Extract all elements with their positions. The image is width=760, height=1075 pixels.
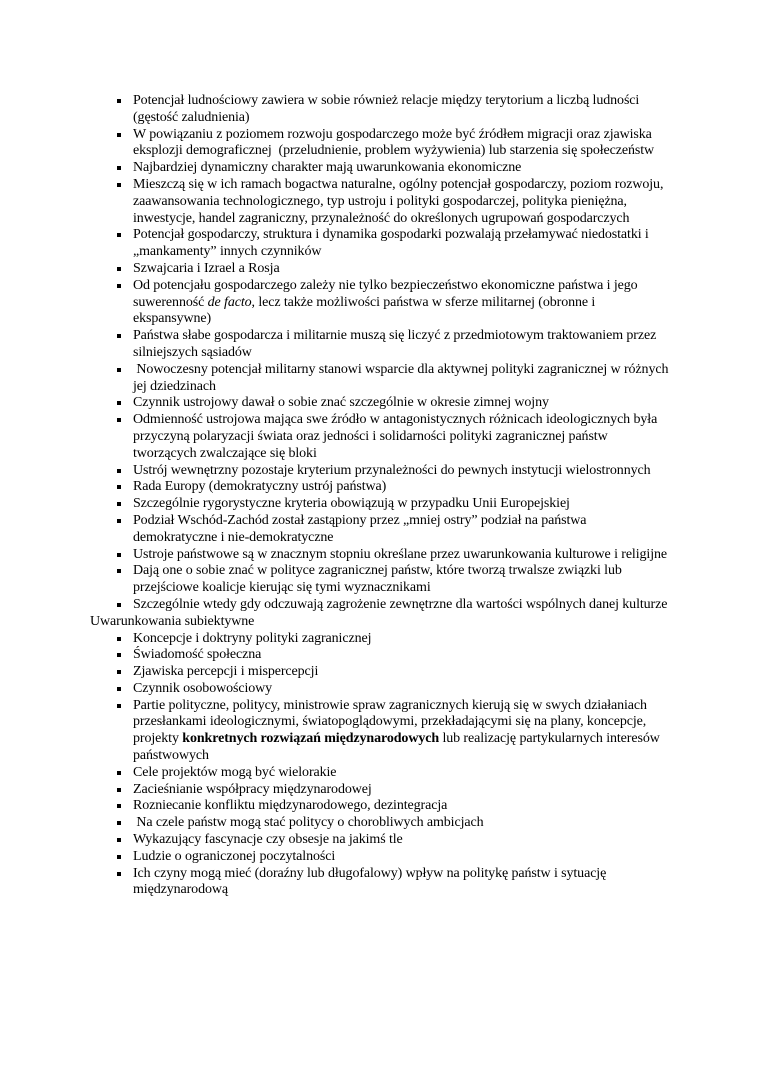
bullet-square-icon bbox=[90, 698, 133, 708]
text-run: Szczególnie wtedy gdy odczuwają zagrożenie zewnętrzne dla wartości wspólnych danej kulturze bbox=[133, 596, 668, 612]
bullet-text bbox=[133, 463, 670, 480]
bullet-text bbox=[133, 513, 670, 547]
section-heading bbox=[90, 614, 670, 631]
bullet-text bbox=[133, 479, 670, 496]
text-run: Mieszczą się w ich ramach bogactwa naturalne, ogólny potencjał gospodarczy, poziom rozwoju, zaawansowania technologicznego, typ ustroju i polityki gospodarczej, polityka pieniężna, inwestycje, handel zagraniczny, przynależność do określonych ugrupowań gospodarczych bbox=[133, 176, 667, 226]
bullet-text bbox=[133, 547, 670, 564]
bullet-text bbox=[133, 849, 670, 866]
bullet-square-icon bbox=[90, 496, 133, 506]
bullet-list-item bbox=[90, 362, 670, 396]
text-run: Podział Wschód-Zachód został zastąpiony przez „mniej ostry” podział na państwa demokratyczne i nie-demokratyczne bbox=[133, 512, 590, 545]
bullet-text bbox=[133, 765, 670, 782]
text-run: Partie polityczne, politycy, ministrowie spraw zagranicznych kierują się w swych działaniach przesłankami ideologicznymi, światopoglądowymi, przekładającymi się na plany, koncepcje, projekty bbox=[133, 697, 651, 747]
text-run: Czynnik ustrojowy dawał o sobie znać szczególnie w okresie zimnej wojny bbox=[133, 395, 549, 411]
bullet-list-item bbox=[90, 563, 670, 597]
bullet-list-item bbox=[90, 547, 670, 564]
bullet-text bbox=[133, 412, 670, 462]
bullet-text bbox=[133, 496, 670, 513]
text-run: Szczególnie rygorystyczne kryteria obowiązują w przypadku Unii Europejskiej bbox=[133, 496, 570, 512]
bullet-list-item bbox=[90, 412, 670, 462]
bullet-list-item bbox=[90, 765, 670, 782]
text-run: Czynnik osobowościowy bbox=[133, 680, 273, 696]
bullet-square-icon bbox=[90, 479, 133, 489]
bullet-square-icon bbox=[90, 328, 133, 338]
document-body bbox=[90, 93, 670, 899]
text-run: Uwarunkowania subiektywne bbox=[90, 613, 255, 629]
bullet-list-item bbox=[90, 278, 670, 328]
bullet-square-icon bbox=[90, 832, 133, 842]
bullet-list-item bbox=[90, 631, 670, 648]
bullet-list-item bbox=[90, 664, 670, 681]
bullet-text bbox=[133, 362, 670, 396]
text-run: Ich czyny mogą mieć (doraźny lub długofalowy) wpływ na politykę państw i sytuację międzynarodową bbox=[133, 865, 610, 898]
bullet-text bbox=[133, 278, 670, 328]
bullet-square-icon bbox=[90, 513, 133, 523]
bullet-text bbox=[133, 177, 670, 227]
text-run: Potencjał ludnościowy zawiera w sobie również relacje między terytorium a liczbą ludności (gęstość zaludnienia) bbox=[133, 93, 643, 125]
text-run: Wykazujący fascynacje czy obsesje na jakimś tle bbox=[133, 832, 403, 848]
text-run: , lecz także możliwości państwa w sferze militarnej (obronne i ekspansywne) bbox=[133, 294, 599, 327]
bullet-text bbox=[133, 698, 670, 765]
text-run: Od potencjału gospodarczego zależy nie tylko bezpieczeństwo ekonomiczne państwa i jego suwerenność bbox=[133, 277, 641, 310]
bullet-list-item bbox=[90, 93, 670, 127]
text-run: Najbardziej dynamiczny charakter mają uwarunkowania ekonomiczne bbox=[133, 160, 522, 176]
bullet-square-icon bbox=[90, 463, 133, 473]
bullet-list-item bbox=[90, 261, 670, 278]
bullet-square-icon bbox=[90, 681, 133, 691]
bullet-text bbox=[133, 832, 670, 849]
bullet-square-icon bbox=[90, 631, 133, 641]
bullet-list-item bbox=[90, 849, 670, 866]
bullet-list-item bbox=[90, 681, 670, 698]
bullet-list-item bbox=[90, 866, 670, 900]
bullet-square-icon bbox=[90, 765, 133, 775]
bullet-square-icon bbox=[90, 815, 133, 825]
bullet-list-item bbox=[90, 177, 670, 227]
bullet-list-item bbox=[90, 513, 670, 547]
bullet-list-item bbox=[90, 160, 670, 177]
text-run: Na czele państw mogą stać politycy o chorobliwych ambicjach bbox=[133, 815, 484, 831]
bullet-square-icon bbox=[90, 261, 133, 271]
text-run: Rozniecanie konfliktu międzynarodowego, dezintegracja bbox=[133, 798, 448, 814]
bullet-text bbox=[133, 597, 670, 614]
bullet-text bbox=[133, 160, 670, 177]
bullet-text bbox=[133, 815, 670, 832]
bullet-list-item bbox=[90, 798, 670, 815]
bullet-list-item bbox=[90, 782, 670, 799]
text-run: lub realizację partykularnych interesów państwowych bbox=[133, 731, 664, 764]
bullet-square-icon bbox=[90, 664, 133, 674]
text-run: Państwa słabe gospodarcza i militarnie muszą się liczyć z przedmiotowym traktowaniem przez silniejszych sąsiadów bbox=[133, 328, 660, 360]
text-run: Zjawiska percepcji i mispercepcji bbox=[133, 664, 319, 680]
bullet-text bbox=[133, 866, 670, 900]
bullet-text bbox=[133, 681, 670, 698]
text-run: Ustroje państwowe są w znacznym stopniu określane przez uwarunkowania kulturowe i religijne bbox=[133, 546, 668, 562]
bullet-list-item bbox=[90, 227, 670, 261]
bullet-text bbox=[133, 127, 670, 161]
bullet-list-item bbox=[90, 647, 670, 664]
bullet-text bbox=[133, 563, 670, 597]
text-run: Potencjał gospodarczy, struktura i dynamika gospodarki pozwalają przełamywać niedostatki i „mankamenty” innych czynników bbox=[133, 227, 653, 260]
bullet-square-icon bbox=[90, 160, 133, 170]
text-run: Ustrój wewnętrzny pozostaje kryterium przynależności do pewnych instytucji wielostronnych bbox=[133, 462, 651, 478]
bullet-square-icon bbox=[90, 798, 133, 808]
bullet-square-icon bbox=[90, 597, 133, 607]
bullet-square-icon bbox=[90, 362, 133, 372]
text-run: Odmienność ustrojowa mająca swe źródło w antagonistycznych różnicach ideologicznych była przyczyną polaryzacji świata oraz jedności i solidarności polityki zagranicznej państw tworzących zwalczające się bloki bbox=[133, 412, 661, 461]
bullet-square-icon bbox=[90, 849, 133, 859]
bullet-list-item bbox=[90, 479, 670, 496]
bullet-list-item bbox=[90, 395, 670, 412]
text-run: de facto bbox=[207, 294, 252, 310]
bullet-list-item bbox=[90, 496, 670, 513]
bullet-list-item bbox=[90, 597, 670, 614]
text-run: Koncepcje i doktryny polityki zagranicznej bbox=[133, 630, 372, 646]
bullet-square-icon bbox=[90, 278, 133, 288]
text-run: Dają one o sobie znać w polityce zagranicznej państw, które tworzą trwalsze związki lub przejściowe koalicje kierując się tymi wyznacznikami bbox=[133, 563, 626, 596]
bullet-square-icon bbox=[90, 93, 133, 103]
bullet-text bbox=[133, 647, 670, 664]
text-run: Ludzie o ograniczonej poczytalności bbox=[133, 848, 336, 864]
bullet-list-item bbox=[90, 832, 670, 849]
bullet-list-item bbox=[90, 698, 670, 765]
bullet-text bbox=[133, 227, 670, 261]
bullet-list-item bbox=[90, 328, 670, 362]
text-run: Rada Europy (demokratyczny ustrój państwa) bbox=[133, 479, 387, 495]
bullet-text bbox=[133, 798, 670, 815]
bullet-list-item bbox=[90, 127, 670, 161]
bullet-text bbox=[133, 664, 670, 681]
text-run: Nowoczesny potencjał militarny stanowi wsparcie dla aktywnej polityki zagranicznej w różnych jej dziedzinach bbox=[133, 361, 672, 394]
text-run: konkretnych rozwiązań międzynarodowych bbox=[182, 731, 440, 747]
text-run: Świadomość społeczna bbox=[133, 647, 262, 663]
bullet-square-icon bbox=[90, 547, 133, 557]
bullet-list-item bbox=[90, 815, 670, 832]
bullet-square-icon bbox=[90, 227, 133, 237]
bullet-square-icon bbox=[90, 177, 133, 187]
bullet-text bbox=[133, 631, 670, 648]
bullet-text bbox=[133, 261, 670, 278]
bullet-text bbox=[133, 782, 670, 799]
bullet-square-icon bbox=[90, 127, 133, 137]
text-run: Cele projektów mogą być wielorakie bbox=[133, 764, 337, 780]
bullet-text bbox=[133, 93, 670, 127]
text-run: W powiązaniu z poziomem rozwoju gospodarczego może być źródłem migracji oraz zjawiska eksplozji demograficznej (przeludnienie, problem wyżywienia) lub starzenia się społeczeństw bbox=[133, 126, 656, 159]
bullet-square-icon bbox=[90, 647, 133, 657]
bullet-square-icon bbox=[90, 866, 133, 876]
bullet-list-item bbox=[90, 463, 670, 480]
bullet-square-icon bbox=[90, 395, 133, 405]
text-run: Zacieśnianie współpracy międzynarodowej bbox=[133, 781, 372, 797]
text-run: Szwajcaria i Izrael a Rosja bbox=[133, 260, 280, 276]
bullet-text bbox=[133, 395, 670, 412]
bullet-square-icon bbox=[90, 412, 133, 422]
bullet-text bbox=[133, 328, 670, 362]
bullet-square-icon bbox=[90, 563, 133, 573]
bullet-square-icon bbox=[90, 782, 133, 792]
